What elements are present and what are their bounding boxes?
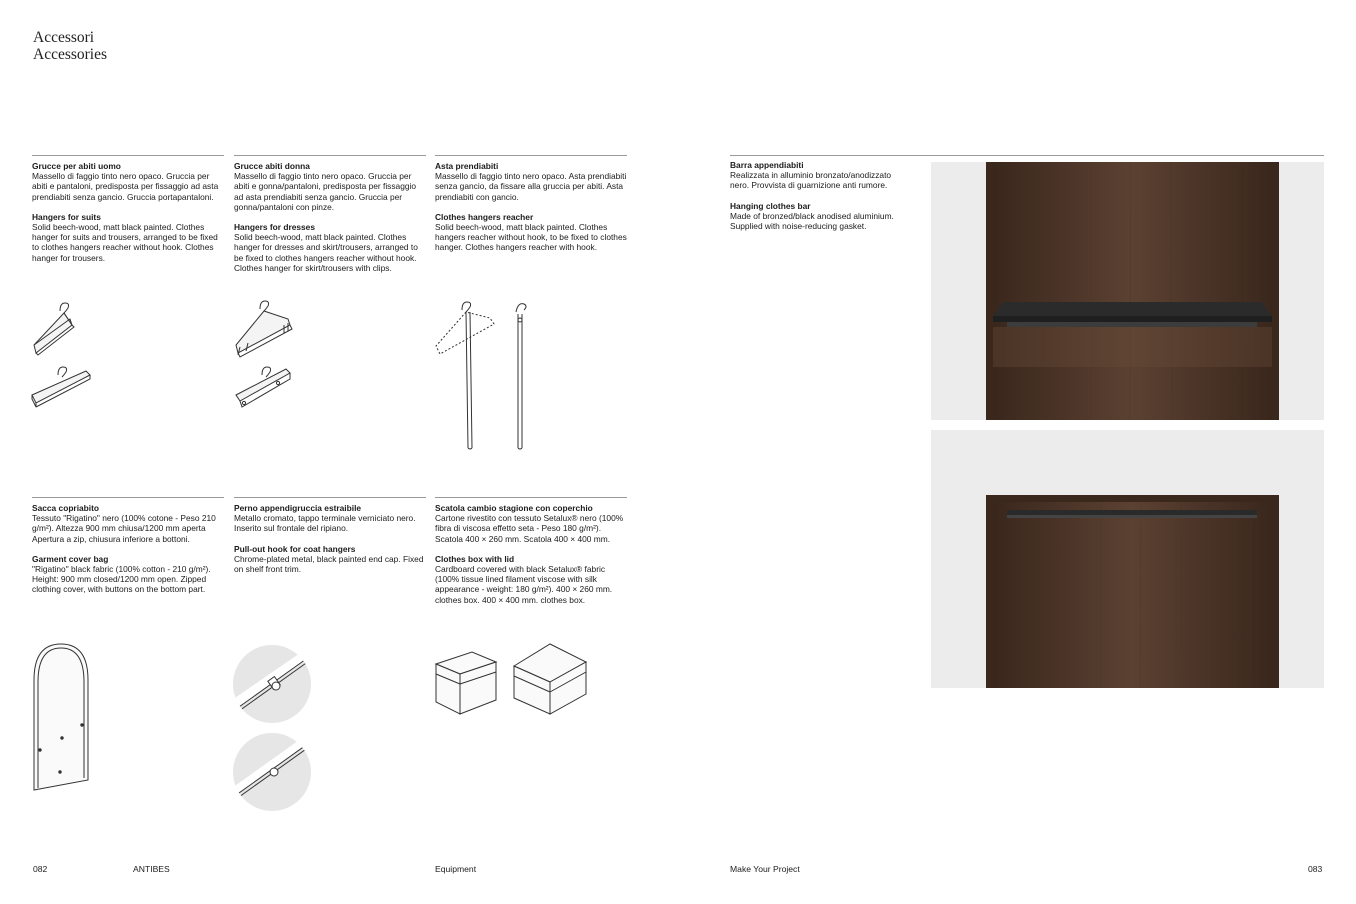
- item-clothes-hangers-reacher: [435, 155, 627, 253]
- item-title-it: Sacca copriabito: [32, 503, 100, 513]
- item-desc-it: Massello di faggio tinto nero opaco. Asta prendiabiti senza gancio, da fissare alla gruccia per abiti. Asta prendiabiti con gancio.: [435, 171, 627, 202]
- item-desc-it: Metallo cromato, tappo terminale verniciato nero. Inserito sul frontale del ripiano.: [234, 513, 416, 534]
- item-garment-cover-bag: [32, 497, 224, 595]
- item-desc-it: Tessuto "Rigatino" nero (100% cotone - Peso 210 g/m²). Altezza 900 mm chiusa/1200 mm aperta Apertura a zip, chiusura inferiore a bottoni.: [32, 513, 216, 544]
- item-title-it: Perno appendigruccia estraibile: [234, 503, 362, 513]
- item-title-en: Clothes box with lid: [435, 553, 515, 564]
- item-title-it: Grucce abiti donna: [234, 161, 310, 171]
- title-english: Accessories: [33, 46, 108, 63]
- hangers-reacher-illustration: [430, 298, 540, 453]
- clothes-boxes-illustration: [432, 640, 592, 720]
- page-title: [33, 29, 107, 63]
- item-desc-en: Cardboard covered with black Setalux® fabric (100% tissue lined filament viscose with silk appearance - weight: 180 g/m²). 400 × 260 mm. clothes box. 400 × 400 mm. clothes box.: [435, 564, 613, 605]
- item-desc-it: Massello di faggio tinto nero opaco. Gruccia per abiti e pantaloni, predisposta per fissaggio ad asta prendiabiti senza gancio. Gruccia portapantaloni.: [32, 171, 219, 202]
- item-desc-it: Realizzata in alluminio bronzato/anodizzato nero. Provvista di guarnizione anti rumore.: [730, 170, 892, 191]
- item-title-it: Scatola cambio stagione con coperchio: [435, 503, 593, 513]
- item-clothes-box-with-lid: [435, 497, 627, 605]
- item-title-en: Hangers for suits: [32, 211, 101, 222]
- item-title-en: Hangers for dresses: [234, 222, 315, 233]
- item-title-it: Barra appendiabiti: [730, 160, 804, 170]
- item-desc-en: Chrome-plated metal, black painted end cap. Fixed on shelf front trim.: [234, 553, 424, 575]
- page-number-left: 082: [33, 864, 48, 874]
- item-hangers-for-dresses: [234, 155, 426, 273]
- footer-section-right: Make Your Project: [730, 864, 800, 874]
- footer-collection: ANTIBES: [133, 864, 170, 874]
- page-number-right: 083: [1308, 864, 1323, 874]
- item-title-it: Asta prendiabiti: [435, 161, 499, 171]
- item-title-en: Clothes hangers reacher: [435, 211, 534, 222]
- item-hanging-clothes-bar: [730, 155, 910, 231]
- item-desc-en: Made of bronzed/black anodised aluminium. Supplied with noise-reducing gasket.: [730, 210, 894, 232]
- item-hangers-for-suits: [32, 155, 224, 263]
- item-title-en: Garment cover bag: [32, 553, 109, 564]
- item-desc-en: Solid beech-wood, matt black painted. Clothes hangers reacher without hook, to be fixed to clothes hanger. Clothes hangers reacher with hook.: [435, 222, 627, 253]
- item-desc-it: Massello di faggio tinto nero opaco. Gruccia per abiti e gonna/pantaloni, predisposta per fissaggio ad asta prendiabiti senza gancio. Gruccia per gonna/pantaloni con pinze.: [234, 171, 417, 212]
- item-desc-it: Cartone rivestito con tessuto Setalux® nero (100% fibra di viscosa effetto seta - Peso 180 g/m²). Scatola 400 × 260 mm. Scatola 400 × 400 mm.: [435, 513, 624, 544]
- item-desc-en: Solid beech-wood, matt black painted. Clothes hanger for suits and trousers, arranged to be fixed to clothes hangers reacher without hook. Clothes hanger for trousers.: [32, 222, 218, 263]
- pull-out-hook-illustration: [232, 642, 316, 814]
- title-italian: Accessori: [33, 29, 95, 46]
- wardrobe-shelf-photo: [931, 162, 1324, 420]
- item-desc-en: Solid beech-wood, matt black painted. Clothes hanger for dresses and skirt/trousers, arranged to be fixed to clothes hangers reacher without hook. Clothes hanger for skirt/trousers with clips.: [234, 232, 418, 273]
- suit-hangers-illustration: [28, 295, 108, 415]
- dress-hangers-illustration: [230, 295, 310, 415]
- item-title-it: Grucce per abiti uomo: [32, 161, 121, 171]
- item-title-en: Hanging clothes bar: [730, 200, 811, 211]
- footer-section: Equipment: [435, 864, 477, 874]
- garment-bag-illustration: [28, 640, 94, 795]
- item-desc-en: "Rigatino" black fabric (100% cotton - 210 g/m²). Height: 900 mm closed/1200 mm open. Zipped clothing cover, with buttons on the bottom part.: [32, 564, 211, 595]
- wardrobe-bar-photo: [931, 430, 1324, 688]
- item-pull-out-hook: [234, 497, 426, 574]
- item-title-en: Pull-out hook for coat hangers: [234, 543, 356, 554]
